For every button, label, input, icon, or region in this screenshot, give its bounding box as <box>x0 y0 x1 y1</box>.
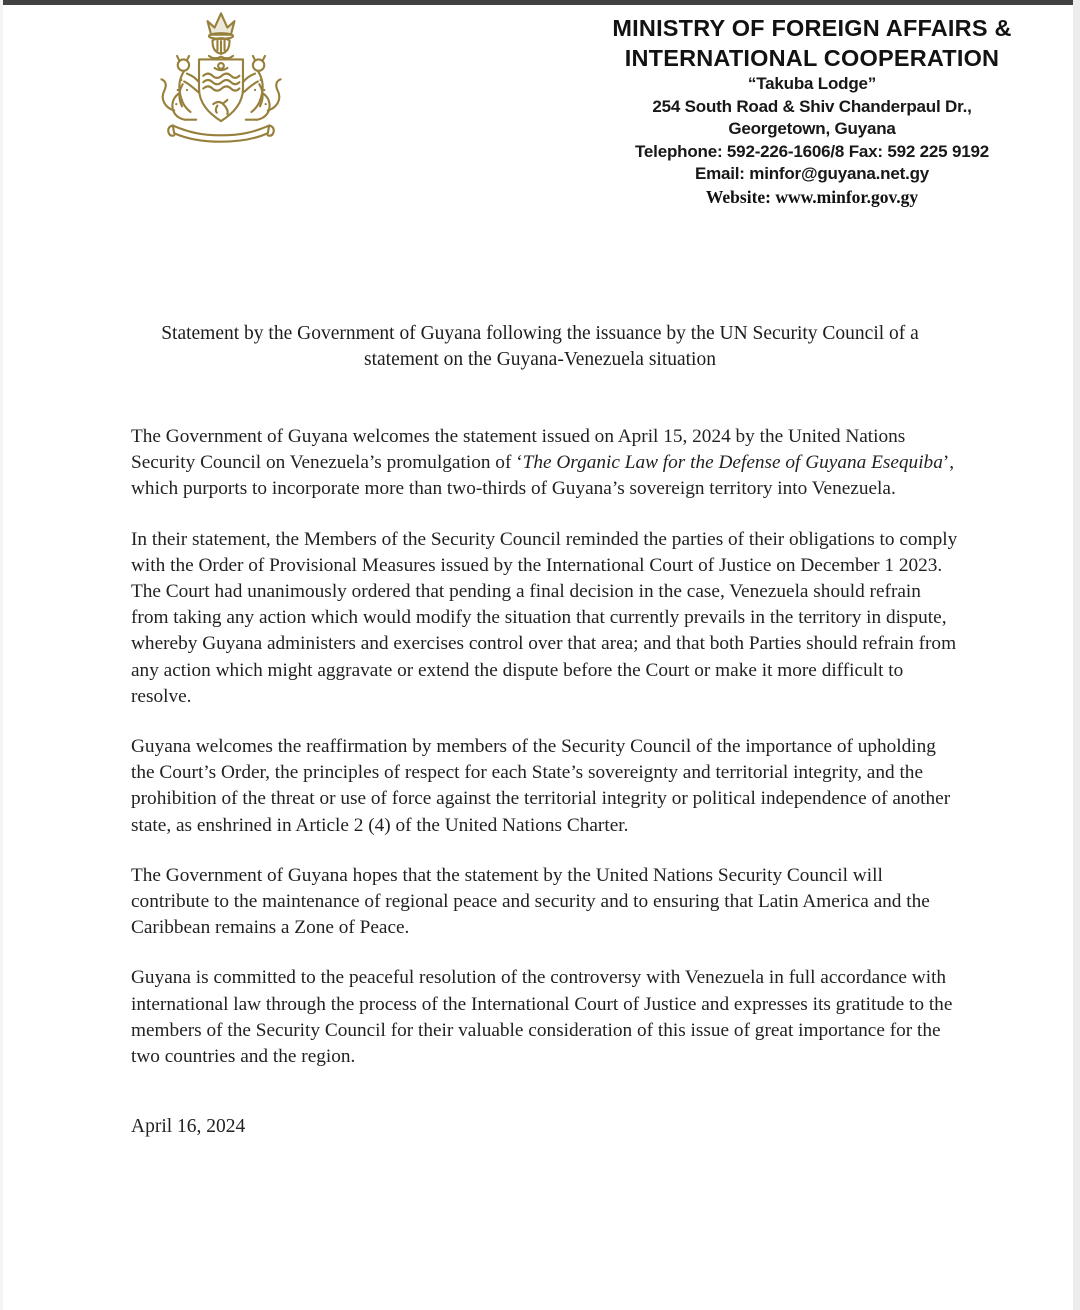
ministry-name-line-2: INTERNATIONAL COOPERATION <box>624 45 1000 71</box>
statement-paragraph-3: Guyana welcomes the reaffirmation by members of the Security Council of the importance of upholding the Court’s Order, the principles of respect for each State’s sovereignty and territorial integrity, and the prohibition of the threat or use of force against the territorial integrity or political independence of another state, as enshrined in Article 2 (4) of the United Nations Charter. <box>131 736 951 836</box>
guyana-coat-of-arms <box>143 6 299 164</box>
document-body <box>131 424 959 1140</box>
statement-date: April 16, 2024 <box>131 1116 246 1138</box>
address-line-1: 254 South Road & Shiv Chanderpaul Dr., <box>652 96 972 116</box>
statement-paragraph-1: The Government of Guyana welcomes the statement issued on April 15, 2024 by the United Nations Security Council on Venezuela’s promulgation of ‘The Organic Law for the Defense of Guyana Esequiba’, which purports to incorporate more than two-thirds of Guyana’s sovereign territory into Venezuela. <box>131 426 955 500</box>
ministry-name-line-1: MINISTRY OF FOREIGN AFFAIRS & <box>612 15 1012 41</box>
lodge-name: “Takuba Lodge” <box>747 74 877 93</box>
website-line: Website: www.minfor.gov.gy <box>705 186 919 207</box>
statement-paragraph-2: In their statement, the Members of the Security Council reminded the parties of their obligations to comply with the Order of Provisional Measures issued by the International Court of Justice on December 1 2023. The Court had unanimously ordered that pending a final decision in the case, Venezuela should refrain from taking any action which would modify the situation that currently prevails in the territory in dispute, whereby Guyana administers and exercises control over that area; and that both Parties should refrain from any action which might aggravate or extend the dispute before the Court or make it more difficult to resolve. <box>131 528 958 707</box>
statement-title-line-2: statement on the Guyana-Venezuela situation <box>364 349 716 370</box>
statement-paragraph-4: The Government of Guyana hopes that the statement by the United Nations Security Council will contribute to the maintenance of regional peace and security and to ensuring that Latin America and the Caribbean remains a Zone of Peace. <box>131 864 930 939</box>
statement-title <box>0 321 1080 373</box>
statement-title-line-1: Statement by the Government of Guyana following the issuance by the UN Security Council of a <box>161 323 919 344</box>
phone-fax-line: Telephone: 592-226-1606/8 Fax: 592 225 9192 <box>635 141 989 161</box>
address-line-2: Georgetown, Guyana <box>728 119 896 138</box>
statement-paragraph-5: Guyana is committed to the peaceful resolution of the controversy with Venezuela in full accordance with international law through the process of the International Court of Justice and expresses its gratitude to the members of the Security Council for their valuable consideration of this issue of great importance for the two countries and the region. <box>131 967 953 1068</box>
email-line: Email: minfor@guyana.net.gy <box>694 164 930 183</box>
statement-paragraphs <box>131 424 959 1070</box>
letterhead <box>594 13 1030 209</box>
scan-edge-left <box>0 0 3 1310</box>
coat-of-arms-icon <box>143 6 299 164</box>
scan-edge-top <box>0 0 1080 5</box>
scan-edge-right <box>1073 0 1080 1310</box>
